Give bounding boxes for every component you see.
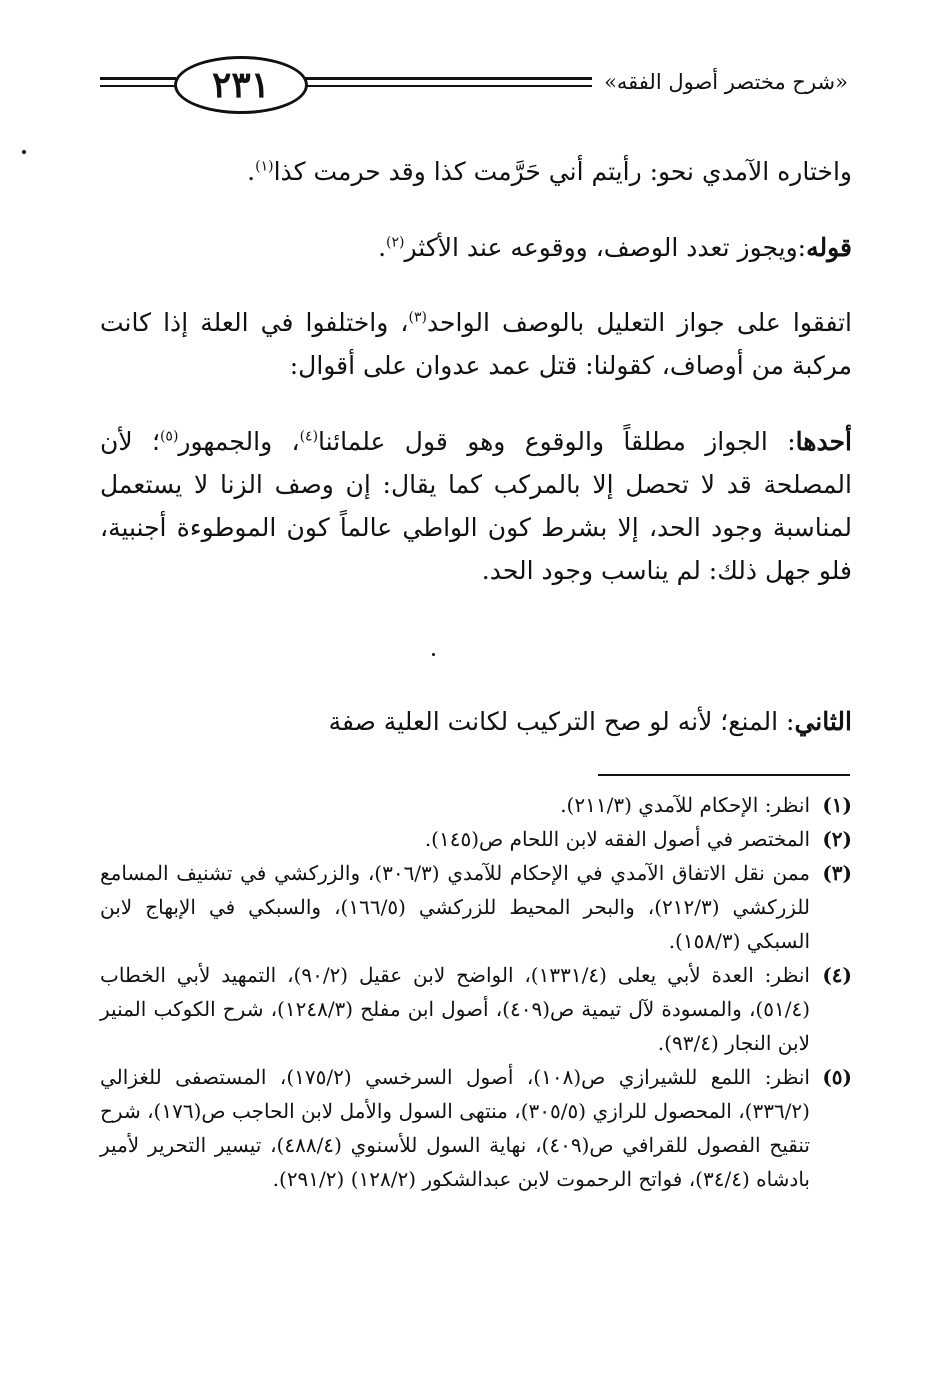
paragraph-3-text-a: اتفقوا على جواز التعليل بالوصف الواحد [426,308,852,337]
paragraph-3-text-b: ، واختلفوا في العلة إذا كانت مركبة من أوصاف، كقولنا: قتل عمد عدوان على أقوال: [100,308,852,380]
footnote-2 [100,822,852,856]
page-speck [22,150,26,154]
paragraph-4-text-b: ، والجمهور [178,427,300,456]
paragraph-3 [100,301,852,387]
paragraph-2-end: . [378,233,387,262]
header-rule-right-bottom [300,85,592,87]
paragraph-1-end: . [247,157,256,186]
paragraph-5 [100,700,852,743]
footnote-ref-5: (٥) [159,428,179,445]
footnote-3 [100,856,852,958]
paragraph-1 [100,150,852,193]
paragraph-1-text: واختاره الآمدي نحو: رأيتم أني حَرَّمت كذا وقد حرمت كذا [273,157,852,186]
footnote-number: (٢) [822,827,852,851]
paragraph-4-lead: أحدها [795,427,852,456]
footnote-ref-1: (١) [255,158,274,175]
footnote-ref-4: (٤) [299,428,319,445]
footnote-text: المختصر في أصول الفقه لابن اللحام ص(١٤٥). [424,827,810,851]
paragraph-2-text: :ويجوز تعدد الوصف، ووقوعه عند الأكثر [404,233,807,262]
page-number: ٢٣١ [174,56,308,114]
footnote-4 [100,958,852,1060]
paragraph-2 [100,226,852,269]
footnote-text: ممن نقل الاتفاق الآمدي في الإحكام للآمدي (٣٠٦/٣)، والزركشي في تشنيف المسامع للزركشي (٢١٢/٣)، والبحر المحيط للزركشي (١٦٦/٥)، والسبكي في الإبهاج لابن السبكي (١٥٨/٣). [100,861,810,953]
footnote-1 [100,788,852,822]
footnotes [100,788,852,1196]
footnote-ref-2: (٢) [386,234,405,251]
footnote-text: انظر: العدة لأبي يعلى (١٣٣١/٤)، الواضح لابن عقيل (٩٠/٢)، التمهيد لأبي الخطاب (٥١/٤)، والمسودة لآل تيمية ص(٤٠٩)، أصول ابن مفلح (١٢٤٨/٣)، شرح الكوكب المنير لابن النجار (٩٣/٤). [100,963,811,1055]
footnote-text: انظر: الإحكام للآمدي (٢١١/٣). [560,793,810,817]
paragraph-5-lead: الثاني [794,707,852,736]
paragraph-4-text-c: ؛ لأن المصلحة قد لا تحصل إلا بالمركب كما يقال: إن وصف الزنا لا يستعمل لمناسبة وجود الحد، إلا بشرط كون الواطي عالماً كون الموطوءة أجنبية، فلو جهل ذلك: لم يناسب وجود الحد. [100,427,852,585]
paragraph-4 [100,420,852,592]
footnote-number: (٤) [822,963,852,987]
paragraph-2-lead: قوله [806,233,852,262]
footnote-number: (١) [822,793,852,817]
header-rule-left-bottom [100,85,176,87]
text-speck [432,653,435,656]
footnote-separator [598,774,850,776]
page-header [100,50,848,130]
header-rule-right-top [300,77,592,80]
footnote-5 [100,1060,852,1196]
footnote-ref-3: (٣) [408,309,427,326]
footnote-number: (٣) [822,861,852,885]
footnote-text: انظر: اللمع للشيرازي ص(١٠٨)، أصول السرخسي (١٧٥/٢)، المستصفى للغزالي (٣٣٦/٢)، المحصول للرازي (٣٠٥/٥)، منتهى السول والأمل لابن الحاجب ص(١٧٦)، شرح تنقيح الفصول للقرافي ص(٤٠٩)، نهاية السول للأسنوي (٤٨٨/٤)، تيسير التحرير لأمير بادشاه (٣٤/٤)، فواتح الرحموت لابن عبدالشكور (١٢٨/٢) (٢٩١/٢). [100,1065,810,1191]
footnote-number: (٥) [822,1065,852,1089]
paragraph-5-text: : المنع؛ لأنه لو صح التركيب لكانت العلية صفة [328,707,795,736]
running-title: «شرح مختصر أصول الفقه» [604,70,848,94]
header-rule-left-top [100,77,176,80]
paragraph-4-text-a: : الجواز مطلقاً والوقوع وهو قول علمائنا [318,427,796,456]
